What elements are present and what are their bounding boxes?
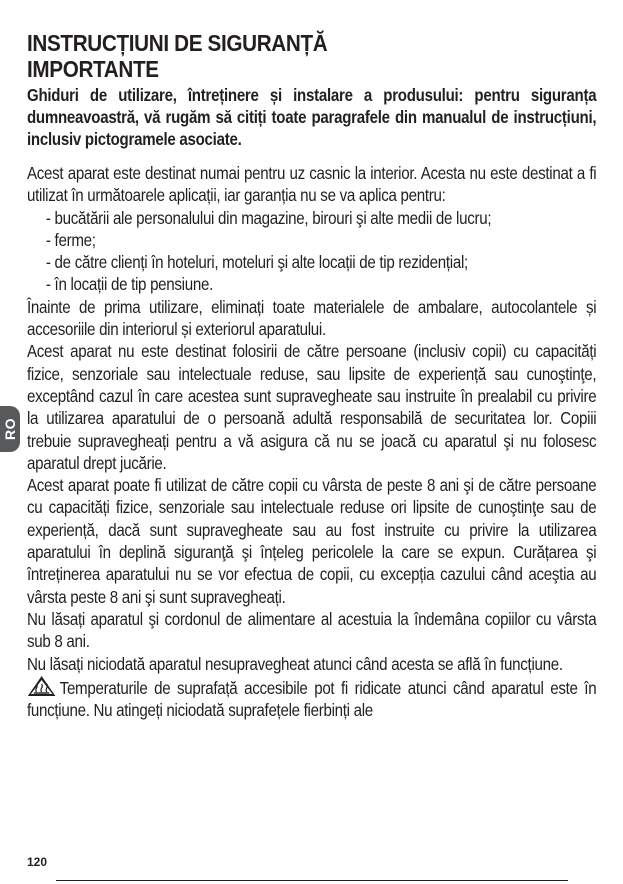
- body-text: [27, 162, 596, 721]
- list-item: - în locații de tip pensiune.: [45, 274, 213, 295]
- paragraph-packaging: Înainte de prima utilizare, eliminați toate materialele de ambalare, autocolantele și accesoriile din interiorul și exteriorul aparatului.: [27, 296, 597, 340]
- paragraph-children-under-8: Nu lăsați aparatul şi cordonul de alimentare al acestuia la îndemâna copiilor cu vârsta sub 8 ani.: [27, 608, 597, 652]
- paragraph-unattended: Nu lăsați niciodată aparatul nesupravegheat atunci când acesta se află în funcțiune.: [27, 653, 563, 674]
- page-number: 120: [27, 855, 48, 869]
- bottom-divider: [56, 880, 568, 881]
- list-item: - ferme;: [45, 229, 96, 250]
- paragraph-persons-reduced-capacity: Acest aparat nu este destinat folosirii de către persoane (inclusiv copii) cu capacități fizice, senzoriale sau intelectuale reduse, sau lipsite de experiență sau cunoştinţe, exceptând cazul în care acestea sunt supravegheate sau instruite în prealabil cu privire la utilizarea aparatului de o persoană adultă responsabilă de securitatea lor. Copiii trebuie supravegheați pentru a vă asigura că nu se joacă cu aparatul şi nu folosesc aparatul drept jucărie.: [27, 341, 597, 473]
- page-title: [27, 30, 596, 82]
- document-page: [27, 30, 596, 150]
- list-item: - bucătării ale personalului din magazine, birouri şi alte medii de lucru;: [45, 207, 492, 228]
- paragraph-hot-surface: [27, 675, 596, 722]
- intro-paragraph: Ghiduri de utilizare, întreținere și instalare a produsului: pentru siguranța dumneavoastră, vă rugăm să citiți toate paragrafele din manualul de instrucțiuni, inclusiv pictogramele asociate.: [27, 85, 597, 149]
- language-tab: [0, 406, 20, 452]
- hot-surface-warning-icon: [27, 675, 56, 697]
- hot-surface-text: Temperaturile de suprafață accesibile pot fi ridicate atunci când aparatul este în funcțiune. Nu atingeți niciodată suprafețele fierbinți ale: [27, 677, 597, 721]
- title-line-1: INSTRUCȚIUNI DE SIGURANȚĂ: [27, 30, 328, 56]
- list-item: - de către clienți în hoteluri, moteluri şi alte locații de tip rezidențial;: [45, 252, 468, 273]
- language-tab-label: RO: [2, 418, 18, 440]
- title-line-2: IMPORTANTE: [27, 56, 159, 82]
- paragraph-usage-scope: Acest aparat este destinat numai pentru uz casnic la interior. Acesta nu este destinat a fi utilizat în următoarele aplicații, iar garanția nu se va aplica pentru:: [27, 163, 597, 206]
- paragraph-children-over-8: Acest aparat poate fi utilizat de către copii cu vârsta de peste 8 ani şi de către persoane cu capacități fizice, senzoriale sau intelectuale reduse ori lipsite de cunoştinţe sau de experiență, dacă sunt supravegheate sau au fost instruite cu privire la utilizarea aparatului în deplină siguranţă şi înțeleg pericolele la care se expun. Curățarea şi întreținerea aparatului nu se vor efectua de copii, cu excepția cazului când aceştia au vârsta peste 8 ani şi sunt supravegheați.: [27, 475, 597, 607]
